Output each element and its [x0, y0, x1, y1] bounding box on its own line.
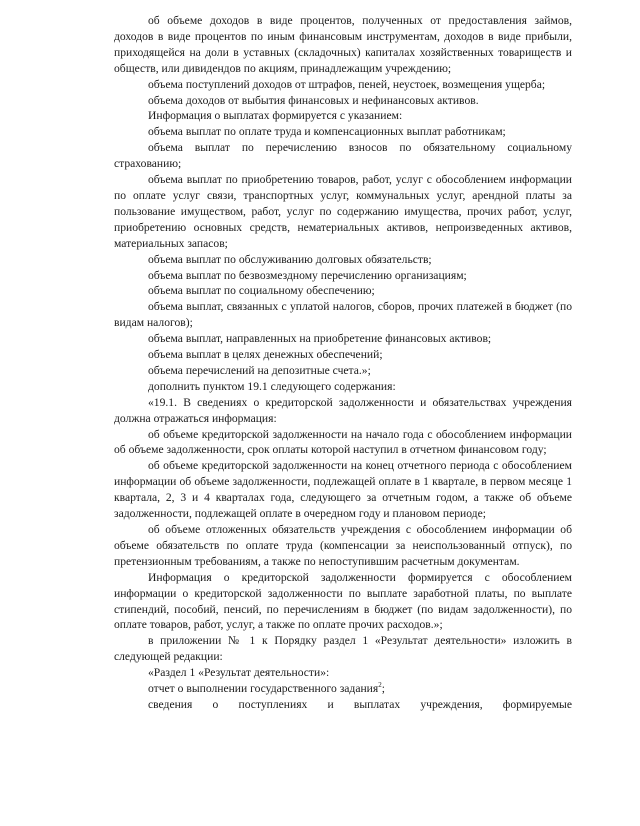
- paragraph: об объеме кредиторской задолженности на конец отчетного периода с обособлением информации об объеме задолженности, подлежащей оплате в 1 квартале, в первом месяце 1 квартала, 2, 3 и 4 кварталах года, следующего за отчетным годом, а также об объеме задолженности, подлежащей оплате в очередном году и плановом периоде;: [114, 459, 572, 521]
- paragraph: сведения о поступлениях и выплатах учреждения, формируемые: [148, 697, 572, 711]
- paragraph: объема выплат по оплате труда и компенсационных выплат работникам;: [148, 125, 506, 139]
- paragraph-suffix: ;: [381, 682, 385, 696]
- paragraph: объема выплат в целях денежных обеспечений;: [148, 348, 383, 362]
- paragraph: «19.1. В сведениях о кредиторской задолженности и обязательствах учреждения должна отражаться информация:: [114, 395, 572, 425]
- paragraph: объема выплат по обслуживанию долговых обязательств;: [148, 252, 432, 266]
- footnote-mark: 2: [378, 681, 382, 690]
- paragraph: об объеме кредиторской задолженности на начало года с обособлением информации об объеме задолженности, срок оплаты которой наступил в отчетном финансовом году;: [114, 427, 572, 457]
- paragraph: объема перечислений на депозитные счета.»;: [148, 363, 371, 377]
- paragraph: «Раздел 1 «Результат деятельности»:: [148, 666, 330, 680]
- paragraph: объема выплат, направленных на приобретение финансовых активов;: [148, 332, 492, 346]
- paragraph: объема выплат по безвозмездному перечислению организациям;: [148, 268, 467, 282]
- paragraph-text: отчет о выполнении государственного задания: [148, 682, 379, 696]
- paragraph: об объеме отложенных обязательств учреждения с обособлением информации об объеме обязательств по оплате труда (компенсации за неиспользованный отпуск), по претензионным требованиям, а также по непоступившим расчетным документам.: [114, 523, 572, 568]
- paragraph: объема выплат по перечислению взносов по обязательному социальному страхованию;: [114, 141, 572, 171]
- paragraph: Информация о кредиторской задолженности формируется с обособлением информации о кредиторской задолженности по выплате заработной платы, по выплате стипендий, пособий, пенсий, по перечислениям в бюджет (по видам задолженности), по оплате товаров, работ, услуг, а также по оплате прочих расходов.»;: [114, 570, 572, 632]
- paragraph-with-footnote: [114, 681, 572, 697]
- paragraph: об объеме доходов в виде процентов, полученных от предоставления займов, доходов в виде процентов по иным финансовым инструментам, доходов в виде прибыли, приходящейся на доли в уставных (складочных) капиталах хозяйственных товариществ и обществ, или дивидендов по акциям, принадлежащим учреждению;: [114, 14, 572, 75]
- paragraph: объема выплат по приобретению товаров, работ, услуг с обособлением информации по оплате услуг связи, транспортных услуг, коммунальных услуг, арендной платы за пользование имуществом, работ, услуг по содержанию имущества, прочих работ, услуг, приобретению основных средств, нематериальных активов, непроизведенных активов, материальных запасов;: [114, 173, 572, 250]
- paragraph: объема поступлений доходов от штрафов, пеней, неустоек, возмещения ущерба;: [148, 77, 546, 91]
- paragraph: объема выплат, связанных с уплатой налогов, сборов, прочих платежей в бюджет (по видам налогов);: [114, 300, 572, 330]
- paragraph: объема выплат по социальному обеспечению;: [148, 284, 375, 298]
- paragraph: объема доходов от выбытия финансовых и нефинансовых активов.: [148, 93, 479, 107]
- paragraph: дополнить пунктом 19.1 следующего содержания:: [148, 379, 396, 393]
- paragraph: в приложении № 1 к Порядку раздел 1 «Результат деятельности» изложить в следующей редакции:: [114, 634, 572, 664]
- paragraph: Информация о выплатах формируется с указанием:: [148, 109, 403, 123]
